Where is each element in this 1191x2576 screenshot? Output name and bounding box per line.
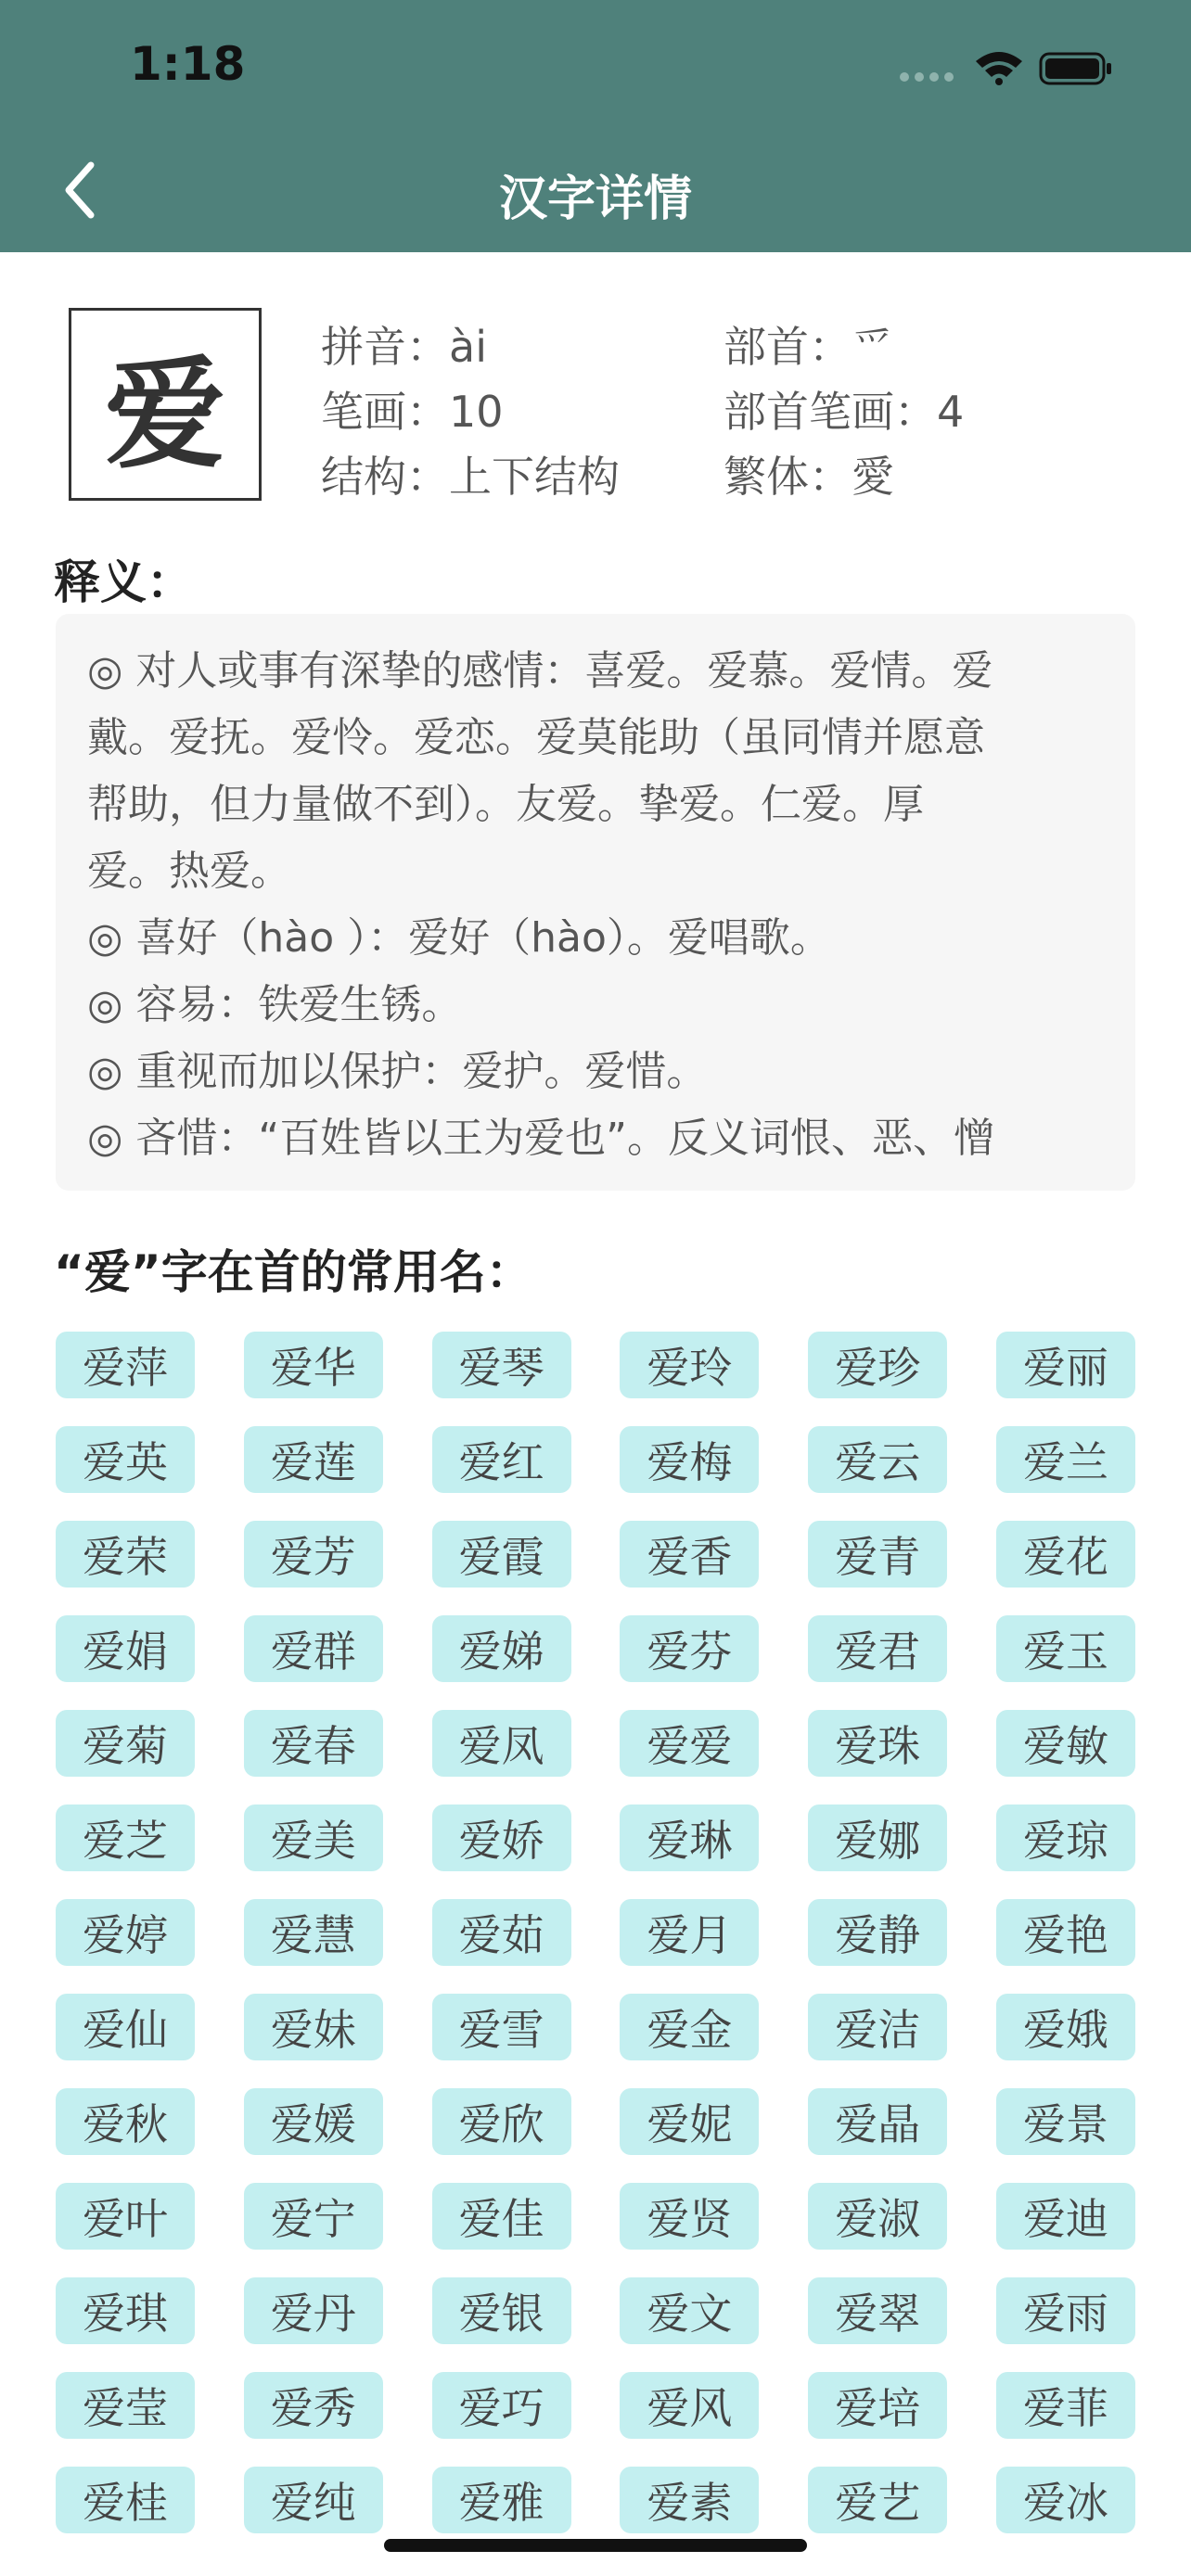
name-tag[interactable]: 爱凤 <box>432 1710 571 1777</box>
name-tag[interactable]: 爱月 <box>620 1899 759 1966</box>
name-tag[interactable]: 爱英 <box>56 1426 195 1493</box>
name-tag[interactable]: 爱莲 <box>244 1426 383 1493</box>
battery-icon <box>1039 52 1113 85</box>
name-tag[interactable]: 爱娥 <box>996 1994 1135 2060</box>
name-tag[interactable]: 爱金 <box>620 1994 759 2060</box>
definition-line: ◎ 喜好（hào ）：爱好（hào）。爱唱歌。 <box>87 914 831 962</box>
name-tag[interactable]: 爱萍 <box>56 1332 195 1398</box>
status-time: 1:18 <box>130 37 246 91</box>
name-tag[interactable]: 爱艺 <box>808 2467 947 2533</box>
name-tag[interactable]: 爱冰 <box>996 2467 1135 2533</box>
name-tag[interactable]: 爱素 <box>620 2467 759 2533</box>
name-tag[interactable]: 爱芬 <box>620 1615 759 1682</box>
definition-line: ◎ 吝惜：“百姓皆以王为爱也”。反义词恨、恶、憎 <box>87 1115 994 1162</box>
name-tag[interactable]: 爱爱 <box>620 1710 759 1777</box>
name-tag[interactable]: 爱文 <box>620 2277 759 2344</box>
name-tag[interactable]: 爱媛 <box>244 2088 383 2155</box>
name-tag[interactable]: 爱佳 <box>432 2183 571 2250</box>
header-bar <box>0 0 1191 252</box>
pinyin-info: 拼音：ài <box>321 322 487 372</box>
name-tag[interactable]: 爱宁 <box>244 2183 383 2250</box>
name-tag[interactable]: 爱晶 <box>808 2088 947 2155</box>
name-tag[interactable]: 爱娣 <box>432 1615 571 1682</box>
name-tag[interactable]: 爱云 <box>808 1426 947 1493</box>
common-names-title: “爱”字在首的常用名： <box>54 1245 532 1299</box>
name-tag[interactable]: 爱娜 <box>808 1804 947 1871</box>
name-tag[interactable]: 爱丽 <box>996 1332 1135 1398</box>
definition-line: ◎ 容易：铁爱生锈。 <box>87 981 463 1028</box>
character-glyph: 爱 <box>69 308 262 501</box>
name-tag[interactable]: 爱静 <box>808 1899 947 1966</box>
name-tag[interactable]: 爱秋 <box>56 2088 195 2155</box>
name-tag[interactable]: 爱芳 <box>244 1521 383 1588</box>
structure-info: 结构：上下结构 <box>321 452 620 502</box>
name-tag[interactable]: 爱芝 <box>56 1804 195 1871</box>
name-tag[interactable]: 爱秀 <box>244 2372 383 2439</box>
name-tag[interactable]: 爱美 <box>244 1804 383 1871</box>
definition-line: ◎ 对人或事有深挚的感情：喜爱。爱慕。爱情。爱 <box>87 647 993 695</box>
name-tag[interactable]: 爱培 <box>808 2372 947 2439</box>
name-tag[interactable]: 爱荣 <box>56 1521 195 1588</box>
name-tag[interactable]: 爱琳 <box>620 1804 759 1871</box>
name-tag[interactable]: 爱雪 <box>432 1994 571 2060</box>
name-tag[interactable]: 爱霞 <box>432 1521 571 1588</box>
traditional-info: 繁体：愛 <box>724 452 894 502</box>
name-tag[interactable]: 爱贤 <box>620 2183 759 2250</box>
name-tag[interactable]: 爱菲 <box>996 2372 1135 2439</box>
definition-box[interactable] <box>56 614 1135 1191</box>
name-tag[interactable]: 爱桂 <box>56 2467 195 2533</box>
name-tag[interactable]: 爱雅 <box>432 2467 571 2533</box>
name-tag[interactable]: 爱红 <box>432 1426 571 1493</box>
name-tag[interactable]: 爱琪 <box>56 2277 195 2344</box>
name-tag[interactable]: 爱玉 <box>996 1615 1135 1682</box>
name-tag[interactable]: 爱兰 <box>996 1426 1135 1493</box>
name-tag[interactable]: 爱娟 <box>56 1615 195 1682</box>
name-tag[interactable]: 爱雨 <box>996 2277 1135 2344</box>
definition-line: 戴。爱抚。爱怜。爱恋。爱莫能助（虽同情并愿意 <box>87 714 985 761</box>
name-tag[interactable]: 爱青 <box>808 1521 947 1588</box>
name-tag[interactable]: 爱茹 <box>432 1899 571 1966</box>
name-tag[interactable]: 爱君 <box>808 1615 947 1682</box>
page-title: 汉字详情 <box>498 172 692 227</box>
name-tag[interactable]: 爱迪 <box>996 2183 1135 2250</box>
name-tag[interactable]: 爱珠 <box>808 1710 947 1777</box>
definition-line: ◎ 重视而加以保护：爱护。爱惜。 <box>87 1048 708 1095</box>
name-tag[interactable]: 爱华 <box>244 1332 383 1398</box>
name-tag[interactable]: 爱艳 <box>996 1899 1135 1966</box>
name-tag[interactable]: 爱花 <box>996 1521 1135 1588</box>
name-tag[interactable]: 爱珍 <box>808 1332 947 1398</box>
radical-info: 部首：爫 <box>724 322 894 372</box>
name-tag[interactable]: 爱巧 <box>432 2372 571 2439</box>
name-tag[interactable]: 爱妮 <box>620 2088 759 2155</box>
definition-line: 帮助，但力量做不到）。友爱。挚爱。仁爱。厚 <box>87 781 924 828</box>
wifi-icon <box>974 48 1024 85</box>
name-tag[interactable]: 爱风 <box>620 2372 759 2439</box>
name-tag[interactable]: 爱群 <box>244 1615 383 1682</box>
name-tag[interactable]: 爱欣 <box>432 2088 571 2155</box>
name-tag[interactable]: 爱叶 <box>56 2183 195 2250</box>
name-tag[interactable]: 爱银 <box>432 2277 571 2344</box>
name-tag[interactable]: 爱琼 <box>996 1804 1135 1871</box>
name-tag[interactable]: 爱春 <box>244 1710 383 1777</box>
name-tag[interactable]: 爱敏 <box>996 1710 1135 1777</box>
name-tag[interactable]: 爱香 <box>620 1521 759 1588</box>
name-tag[interactable]: 爱玲 <box>620 1332 759 1398</box>
name-tag[interactable]: 爱景 <box>996 2088 1135 2155</box>
name-tag[interactable]: 爱琴 <box>432 1332 571 1398</box>
name-tag[interactable]: 爱洁 <box>808 1994 947 2060</box>
name-tag[interactable]: 爱娇 <box>432 1804 571 1871</box>
common-names-grid <box>56 1332 1135 2533</box>
definition-line: 爱。热爱。 <box>87 848 291 895</box>
name-tag[interactable]: 爱梅 <box>620 1426 759 1493</box>
definition-title: 释义： <box>54 555 193 609</box>
name-tag[interactable]: 爱妹 <box>244 1994 383 2060</box>
strokes-info: 笔画：10 <box>321 387 504 437</box>
name-tag[interactable]: 爱淑 <box>808 2183 947 2250</box>
name-tag[interactable]: 爱丹 <box>244 2277 383 2344</box>
name-tag[interactable]: 爱菊 <box>56 1710 195 1777</box>
radical-strokes-info: 部首笔画：4 <box>724 387 965 437</box>
cellular-signal-icon <box>900 72 954 82</box>
name-tag[interactable]: 爱慧 <box>244 1899 383 1966</box>
home-indicator <box>384 2539 807 2552</box>
name-tag[interactable]: 爱仙 <box>56 1994 195 2060</box>
name-tag[interactable]: 爱翠 <box>808 2277 947 2344</box>
name-tag[interactable]: 爱纯 <box>244 2467 383 2533</box>
name-tag[interactable]: 爱莹 <box>56 2372 195 2439</box>
name-tag[interactable]: 爱婷 <box>56 1899 195 1966</box>
